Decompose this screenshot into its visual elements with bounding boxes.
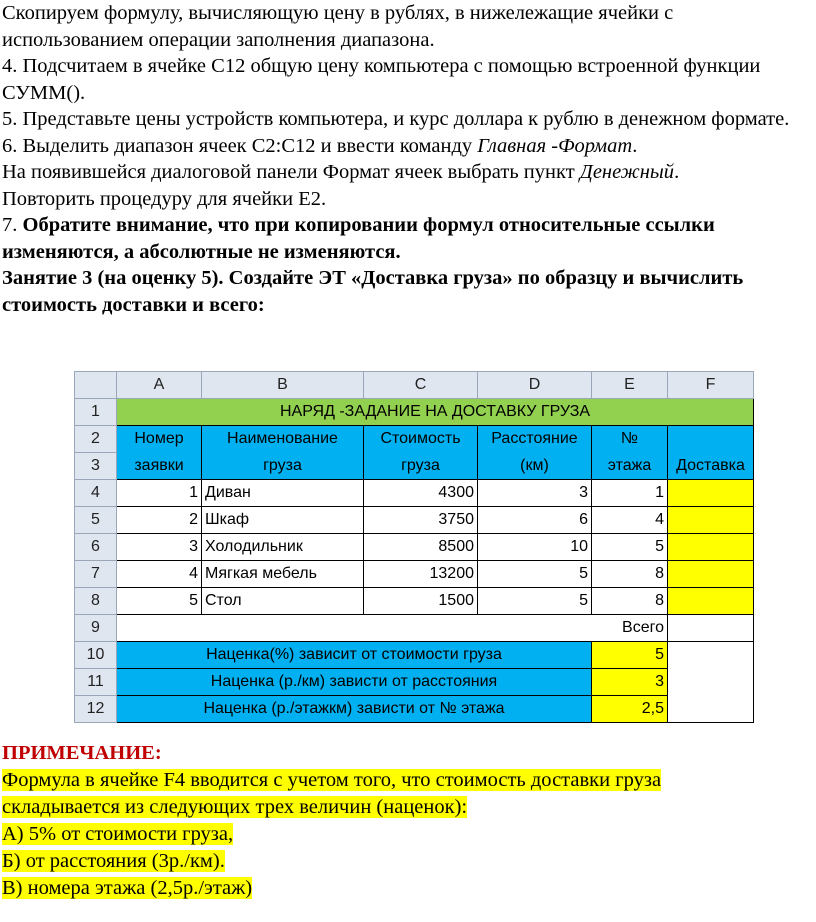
sheet-row-1 <box>75 399 754 426</box>
note-section <box>2 740 814 902</box>
col-header-f[interactable]: F <box>668 372 754 399</box>
note-item-b: Б) от расстояния (3р./км). <box>2 850 225 872</box>
sheet-row-2 <box>75 426 754 453</box>
dialog-suffix: . <box>674 161 680 183</box>
note-line: складывается из следующих трех величин (наценок): <box>2 796 468 818</box>
spreadsheet <box>74 371 754 723</box>
cell-markup-label[interactable]: Наценка (р./этажкм) зависти от № этажа <box>117 696 592 723</box>
cell-floor[interactable]: 8 <box>592 588 668 615</box>
sheet-row-10 <box>75 642 754 669</box>
cell-total-value[interactable] <box>668 615 754 642</box>
header-cell[interactable]: груза <box>364 453 478 480</box>
cell-floor[interactable]: 5 <box>592 534 668 561</box>
cell-order-number[interactable]: 5 <box>117 588 202 615</box>
cell-cargo-name[interactable]: Стол <box>202 588 364 615</box>
cell-cargo-cost[interactable]: 4300 <box>364 480 478 507</box>
row-header[interactable]: 7 <box>75 561 117 588</box>
cell-markup-value[interactable]: 3 <box>592 669 668 696</box>
header-cell[interactable]: этажа <box>592 453 668 480</box>
col-header-e[interactable]: E <box>592 372 668 399</box>
cell-delivery[interactable] <box>668 480 754 507</box>
cell-distance[interactable]: 3 <box>478 480 592 507</box>
sheet-row-9 <box>75 615 754 642</box>
row-header[interactable]: 3 <box>75 453 117 480</box>
row-header[interactable]: 12 <box>75 696 117 723</box>
cell-total-label[interactable]: Всего <box>117 615 668 642</box>
dialog-prefix: На появившейся диалоговой панели Формат ячеек выбрать пункт <box>2 161 580 183</box>
cell-cargo-cost[interactable]: 13200 <box>364 561 478 588</box>
cell-order-number[interactable]: 1 <box>117 480 202 507</box>
repeat-instruction: Повторить процедуру для ячейки Е2. <box>2 187 327 210</box>
header-cell[interactable]: заявки <box>117 453 202 480</box>
cell-markup-value[interactable]: 5 <box>592 642 668 669</box>
header-cell[interactable] <box>668 426 754 453</box>
step-7-text: Обратите внимание, что при копировании формул относительные ссылки изменяются, а абсолютные не изменяются. <box>2 214 715 263</box>
cell-cargo-cost[interactable]: 1500 <box>364 588 478 615</box>
header-cell[interactable]: Доставка <box>668 453 754 480</box>
cell-cargo-name[interactable]: Шкаф <box>202 507 364 534</box>
cell-cargo-name[interactable]: Диван <box>202 480 364 507</box>
lesson-title: Занятие 3 (на оценку 5). Создайте ЭТ «Доставка груза» по образцу и вычислить стоимость доставки и всего: <box>2 267 744 316</box>
cell-cargo-cost[interactable]: 3750 <box>364 507 478 534</box>
cell-floor[interactable]: 1 <box>592 480 668 507</box>
cell-markup-label[interactable]: Наценка(%) зависит от стоимости груза <box>117 642 592 669</box>
sheet-row-11 <box>75 669 754 696</box>
row-header[interactable]: 4 <box>75 480 117 507</box>
cell-cargo-cost[interactable]: 8500 <box>364 534 478 561</box>
row-header[interactable]: 10 <box>75 642 117 669</box>
cell-cargo-name[interactable]: Мягкая мебель <box>202 561 364 588</box>
cell-order-number[interactable]: 3 <box>117 534 202 561</box>
col-header-d[interactable]: D <box>478 372 592 399</box>
col-header-a[interactable]: A <box>117 372 202 399</box>
note-title: ПРИМЕЧАНИЕ: <box>2 742 162 764</box>
cell-distance[interactable]: 6 <box>478 507 592 534</box>
cell-markup-label[interactable]: Наценка (р./км) зависти от расстояния <box>117 669 592 696</box>
step-4: 4. Подсчитаем в ячейке С12 общую цену компьютера с помощью встроенной функции СУММ(). <box>2 55 761 104</box>
cell-order-number[interactable]: 2 <box>117 507 202 534</box>
sheet-row-12 <box>75 696 754 723</box>
cell-floor[interactable]: 4 <box>592 507 668 534</box>
col-header-b[interactable]: B <box>202 372 364 399</box>
cell-empty[interactable] <box>668 642 754 723</box>
header-cell[interactable]: № <box>592 426 668 453</box>
row-header[interactable]: 5 <box>75 507 117 534</box>
header-cell[interactable]: Номер <box>117 426 202 453</box>
sheet-row-5 <box>75 507 754 534</box>
dialog-item: Денежный <box>579 161 675 183</box>
header-cell[interactable]: (км) <box>478 453 592 480</box>
row-header[interactable]: 8 <box>75 588 117 615</box>
sheet-row-3 <box>75 453 754 480</box>
cell-cargo-name[interactable]: Холодильник <box>202 534 364 561</box>
header-cell[interactable]: груза <box>202 453 364 480</box>
step-6-suffix: . <box>632 134 638 157</box>
row-header[interactable]: 1 <box>75 399 117 426</box>
cell-delivery[interactable] <box>668 588 754 615</box>
note-item-c: В) номера этажа (2,5р./этаж) <box>2 877 253 899</box>
step-6 <box>2 133 814 160</box>
sheet-row-6 <box>75 534 754 561</box>
row-header[interactable]: 11 <box>75 669 117 696</box>
row-header[interactable]: 9 <box>75 615 117 642</box>
step-6-prefix: 6. Выделить диапазон ячеек С2:С12 и ввести команду <box>2 134 478 157</box>
column-header-row <box>75 372 754 399</box>
cell-order-number[interactable]: 4 <box>117 561 202 588</box>
spreadsheet-grid <box>74 371 754 723</box>
cell-distance[interactable]: 10 <box>478 534 592 561</box>
sheet-title-cell[interactable]: НАРЯД -ЗАДАНИЕ НА ДОСТАВКУ ГРУЗА <box>117 399 754 426</box>
col-header-c[interactable]: C <box>364 372 478 399</box>
note-line: Формула в ячейке F4 вводится с учетом того, что стоимость доставки груза <box>2 769 662 791</box>
cell-delivery[interactable] <box>668 561 754 588</box>
sheet-row-7 <box>75 561 754 588</box>
cell-distance[interactable]: 5 <box>478 588 592 615</box>
sheet-row-8 <box>75 588 754 615</box>
cell-markup-value[interactable]: 2,5 <box>592 696 668 723</box>
cell-delivery[interactable] <box>668 507 754 534</box>
cell-floor[interactable]: 8 <box>592 561 668 588</box>
step-7 <box>2 212 814 265</box>
row-header[interactable]: 2 <box>75 426 117 453</box>
header-cell[interactable]: Наименование <box>202 426 364 453</box>
step-5: 5. Представьте цены устройств компьютера, и курс доллара к рублю в денежном формате. <box>2 108 790 130</box>
sheet-row-4 <box>75 480 754 507</box>
intro-line: Скопируем формулу, вычисляющую цену в рублях, в нижележащие ячейки с использованием операции заполнения диапазона. <box>2 2 674 51</box>
dialog-instruction <box>2 159 814 186</box>
cell-delivery[interactable] <box>668 534 754 561</box>
note-item-a: А) 5% от стоимости груза, <box>2 823 234 845</box>
header-cell[interactable]: Расстояние <box>478 426 592 453</box>
step-7-number: 7. <box>2 214 23 236</box>
row-header[interactable]: 6 <box>75 534 117 561</box>
header-cell[interactable]: Стоимость <box>364 426 478 453</box>
step-6-command: Главная -Формат <box>477 134 633 157</box>
instructions-text <box>2 0 814 318</box>
select-all-corner[interactable] <box>75 372 117 399</box>
cell-distance[interactable]: 5 <box>478 561 592 588</box>
